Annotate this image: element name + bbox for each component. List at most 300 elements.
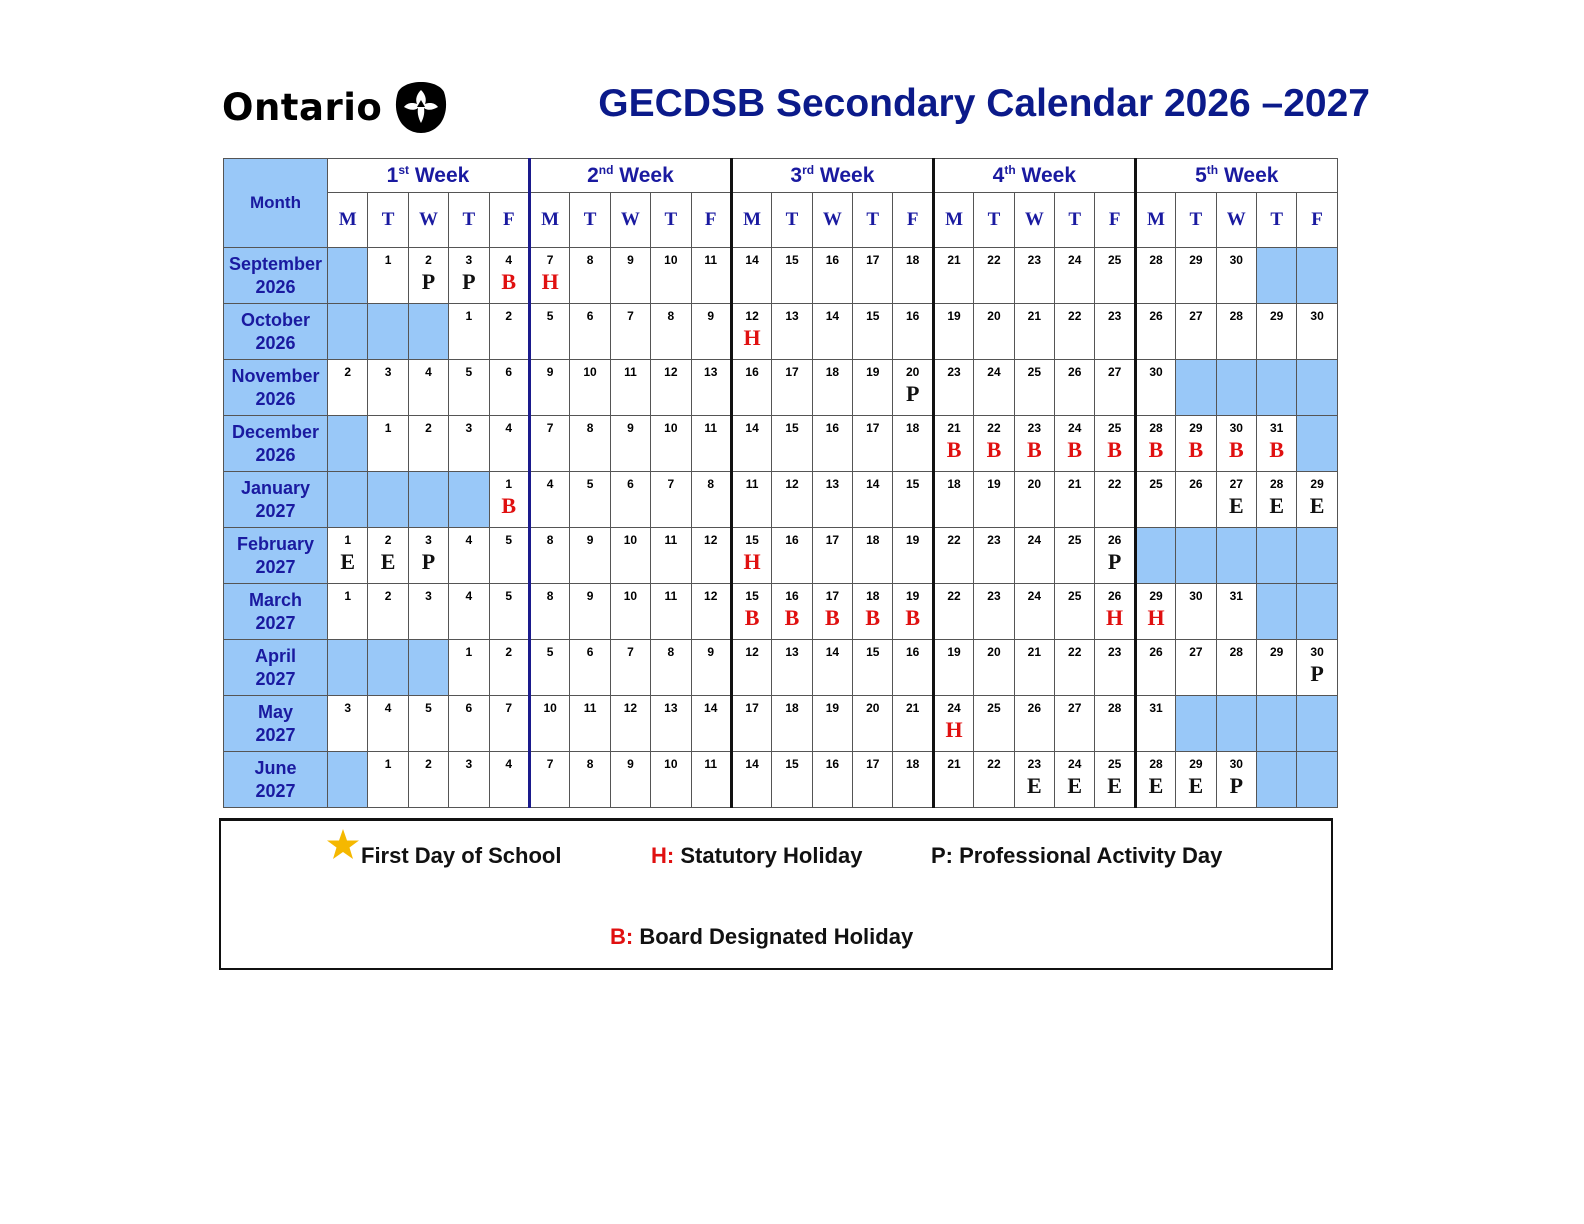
day-code: B [946, 437, 962, 462]
day-cell [1055, 472, 1095, 528]
week-header-2: 2nd Week [529, 159, 731, 193]
day-number: 1 [465, 645, 473, 659]
day-cell [731, 248, 771, 304]
day-number: 14 [745, 757, 759, 771]
day-cell [489, 416, 529, 472]
day-cell [408, 528, 448, 584]
month-label [224, 248, 328, 304]
day-number: 15 [866, 309, 880, 323]
day-number: 22 [1068, 645, 1082, 659]
day-cell [974, 416, 1014, 472]
day-number: 23 [1107, 309, 1122, 323]
day-code: B [1269, 437, 1285, 462]
day-code: E [1228, 493, 1244, 518]
day-cell [812, 304, 852, 360]
day-cell [974, 584, 1014, 640]
day-header: M [328, 193, 368, 248]
day-number: 18 [905, 253, 920, 267]
day-number: 4 [425, 365, 432, 379]
week-header-5: 5th Week [1135, 159, 1337, 193]
week-header-3: 3rd Week [731, 159, 933, 193]
month-name: April [254, 645, 296, 666]
day-number: 27 [1229, 477, 1243, 491]
day-cell [933, 528, 973, 584]
day-number: 5 [425, 701, 432, 715]
day-cell [974, 360, 1014, 416]
day-cell [1095, 696, 1135, 752]
day-cell [651, 416, 691, 472]
day-cell [1014, 528, 1054, 584]
day-cell [570, 304, 610, 360]
day-number: 10 [664, 757, 678, 771]
empty-day-cell [368, 640, 408, 696]
month-year: 2027 [255, 668, 296, 689]
day-code: H [743, 325, 761, 350]
ontario-wordmark: Ontario [222, 85, 383, 129]
day-number: 13 [785, 645, 799, 659]
day-cell [691, 304, 731, 360]
day-cell [1297, 472, 1337, 528]
day-cell [610, 752, 650, 808]
month-label [224, 696, 328, 752]
day-number: 23 [987, 589, 1001, 603]
day-number: 30 [1310, 645, 1324, 659]
day-cell [1095, 304, 1135, 360]
day-number: 3 [465, 757, 473, 771]
day-cell [691, 696, 731, 752]
day-cell [1014, 696, 1054, 752]
day-number: 4 [465, 589, 473, 603]
day-cell [651, 528, 691, 584]
day-header: M [731, 193, 771, 248]
day-number: 11 [664, 533, 678, 547]
day-cell [1135, 472, 1175, 528]
day-number: 23 [1107, 645, 1122, 659]
month-name: June [254, 757, 297, 778]
day-cell [368, 528, 408, 584]
day-number: 3 [465, 421, 473, 435]
day-cell [933, 360, 973, 416]
day-number: 10 [623, 533, 638, 547]
day-number: 14 [866, 477, 880, 491]
day-cell [570, 472, 610, 528]
day-number: 16 [905, 645, 920, 659]
day-cell [691, 640, 731, 696]
day-cell [974, 696, 1014, 752]
legend-b-key: B: [610, 924, 634, 949]
day-cell [651, 696, 691, 752]
day-cell [853, 752, 893, 808]
day-number: 26 [1149, 645, 1163, 659]
day-cell [1014, 640, 1054, 696]
day-cell [731, 304, 771, 360]
day-code: B [501, 269, 517, 294]
day-number: 25 [987, 701, 1001, 715]
day-number: 25 [1068, 533, 1082, 547]
day-cell [1176, 416, 1216, 472]
day-number: 12 [704, 533, 718, 547]
month-year: 2027 [255, 500, 296, 521]
day-cell [933, 584, 973, 640]
day-number: 21 [905, 701, 920, 715]
month-name: February [236, 533, 315, 554]
day-cell [570, 696, 610, 752]
day-cell [651, 248, 691, 304]
empty-day-cell [1297, 696, 1337, 752]
day-number: 24 [987, 365, 1001, 379]
day-number: 20 [987, 309, 1001, 323]
month-year: 2026 [255, 444, 296, 465]
day-number: 7 [505, 701, 513, 715]
day-number: 19 [905, 533, 920, 547]
day-cell [408, 584, 448, 640]
day-cell [529, 360, 569, 416]
day-number: 11 [704, 757, 718, 771]
day-cell [812, 528, 852, 584]
day-number: 25 [1107, 253, 1122, 267]
day-number: 4 [384, 701, 392, 715]
day-code: B [825, 605, 840, 630]
day-cell [772, 360, 812, 416]
day-number: 18 [785, 701, 799, 715]
day-cell [529, 752, 569, 808]
day-number: 29 [1189, 253, 1203, 267]
day-number: 27 [1189, 309, 1203, 323]
day-number: 7 [627, 645, 634, 659]
day-header: T [449, 193, 489, 248]
day-number: 24 [1068, 757, 1082, 771]
day-number: 22 [1107, 477, 1122, 491]
day-number: 22 [987, 757, 1001, 771]
day-cell [1095, 472, 1135, 528]
day-code: H [1147, 605, 1165, 630]
day-cell [1095, 528, 1135, 584]
month-label [224, 752, 328, 808]
day-number: 2 [425, 253, 432, 267]
day-code: E [1067, 773, 1083, 798]
day-cell [328, 584, 368, 640]
day-number: 30 [1229, 421, 1243, 435]
day-number: 9 [627, 757, 634, 771]
empty-day-cell [408, 304, 448, 360]
day-cell [1135, 416, 1175, 472]
empty-day-cell [408, 640, 448, 696]
day-number: 18 [866, 533, 880, 547]
day-cell [893, 360, 933, 416]
day-cell [529, 248, 569, 304]
ontario-trillium-icon [394, 80, 448, 134]
day-code: H [743, 549, 761, 574]
day-number: 7 [546, 757, 554, 771]
empty-day-cell [1297, 360, 1337, 416]
day-number: 25 [1068, 589, 1082, 603]
day-header: F [893, 193, 933, 248]
day-number: 25 [1027, 365, 1042, 379]
week-header-4: 4th Week [933, 159, 1135, 193]
day-header: M [529, 193, 569, 248]
day-number: 13 [825, 477, 840, 491]
day-cell [812, 696, 852, 752]
day-cell [691, 360, 731, 416]
day-number: 5 [465, 365, 473, 379]
day-code: B [905, 605, 920, 630]
empty-day-cell [328, 640, 368, 696]
day-number: 21 [947, 421, 961, 435]
day-cell [1055, 416, 1095, 472]
day-number: 24 [1027, 533, 1042, 547]
day-cell [1055, 696, 1095, 752]
day-number: 9 [627, 253, 634, 267]
day-code: P [421, 549, 436, 574]
legend-box [219, 818, 1333, 970]
day-header: W [1216, 193, 1256, 248]
day-number: 30 [1310, 309, 1324, 323]
month-row [224, 416, 1338, 472]
day-cell [853, 360, 893, 416]
day-cell [731, 416, 771, 472]
day-cell [812, 416, 852, 472]
day-cell [449, 528, 489, 584]
day-cell [933, 248, 973, 304]
day-number: 11 [664, 589, 678, 603]
day-number: 2 [384, 589, 392, 603]
day-cell [1176, 472, 1216, 528]
day-cell [570, 248, 610, 304]
day-number: 29 [1310, 477, 1324, 491]
legend-h-key: H: [651, 843, 675, 868]
empty-day-cell [1176, 696, 1216, 752]
day-number: 11 [704, 253, 718, 267]
day-cell [529, 584, 569, 640]
day-cell [368, 696, 408, 752]
day-cell [529, 528, 569, 584]
day-cell [853, 640, 893, 696]
day-cell [772, 416, 812, 472]
month-name: December [231, 421, 320, 442]
day-number: 11 [704, 421, 718, 435]
day-cell [1014, 752, 1054, 808]
legend-board-holiday [610, 924, 913, 950]
day-cell [449, 416, 489, 472]
day-number: 10 [664, 253, 678, 267]
day-number: 11 [745, 477, 759, 491]
day-number: 1 [344, 533, 352, 547]
day-cell [893, 416, 933, 472]
day-number: 15 [785, 757, 799, 771]
day-number: 26 [1107, 533, 1122, 547]
day-number: 26 [1027, 701, 1042, 715]
day-number: 7 [546, 253, 554, 267]
day-cell [570, 528, 610, 584]
day-number: 29 [1149, 589, 1163, 603]
day-number: 4 [505, 253, 513, 267]
day-cell [1176, 248, 1216, 304]
day-number: 16 [785, 533, 799, 547]
day-number: 30 [1149, 365, 1163, 379]
day-code: P [1229, 773, 1244, 798]
day-cell [1135, 248, 1175, 304]
day-cell [772, 640, 812, 696]
day-number: 17 [866, 253, 880, 267]
day-number: 25 [1107, 757, 1122, 771]
day-cell [772, 248, 812, 304]
day-number: 3 [425, 533, 432, 547]
day-cell [1055, 584, 1095, 640]
day-cell [1014, 248, 1054, 304]
day-cell [1014, 416, 1054, 472]
day-number: 20 [866, 701, 880, 715]
day-cell [893, 752, 933, 808]
empty-day-cell [1256, 360, 1296, 416]
month-name: November [231, 365, 320, 386]
empty-day-cell [1176, 360, 1216, 416]
empty-day-cell [328, 248, 368, 304]
day-cell [893, 640, 933, 696]
day-code: B [1228, 437, 1244, 462]
month-label [224, 528, 328, 584]
day-number: 18 [905, 421, 920, 435]
day-code: B [1107, 437, 1122, 462]
day-header: W [610, 193, 650, 248]
day-cell [772, 304, 812, 360]
day-number: 19 [987, 477, 1001, 491]
day-cell [489, 248, 529, 304]
day-cell [610, 304, 650, 360]
day-number: 10 [543, 701, 557, 715]
day-number: 5 [546, 645, 554, 659]
day-cell [812, 584, 852, 640]
day-cell [529, 472, 569, 528]
day-number: 23 [1027, 253, 1042, 267]
day-number: 16 [745, 365, 759, 379]
day-number: 2 [505, 309, 513, 323]
day-cell [812, 248, 852, 304]
day-cell [1176, 752, 1216, 808]
day-header: W [408, 193, 448, 248]
day-cell [489, 472, 529, 528]
empty-day-cell [449, 472, 489, 528]
day-cell [1135, 752, 1175, 808]
day-number: 3 [425, 589, 432, 603]
day-number: 17 [745, 701, 759, 715]
day-header: T [1055, 193, 1095, 248]
day-code: P [1107, 549, 1122, 574]
day-cell [893, 248, 933, 304]
day-number: 29 [1189, 421, 1203, 435]
day-header: F [1297, 193, 1337, 248]
empty-day-cell [328, 752, 368, 808]
day-number: 18 [905, 757, 920, 771]
day-number: 22 [947, 589, 961, 603]
day-code: P [462, 269, 476, 294]
day-header: T [772, 193, 812, 248]
week-header-row [224, 159, 1338, 193]
day-cell [610, 360, 650, 416]
day-code: H [541, 269, 559, 294]
day-cell [408, 752, 448, 808]
day-number: 9 [707, 309, 715, 323]
day-number: 17 [825, 589, 840, 603]
day-cell [731, 640, 771, 696]
empty-day-cell [1297, 416, 1337, 472]
day-number: 26 [1189, 477, 1203, 491]
day-cell [812, 752, 852, 808]
day-number: 15 [785, 253, 799, 267]
day-code: B [1188, 437, 1204, 462]
day-cell [1055, 304, 1095, 360]
day-cell [651, 752, 691, 808]
day-number: 14 [745, 421, 759, 435]
day-number: 8 [546, 533, 554, 547]
day-cell [772, 584, 812, 640]
day-cell [893, 304, 933, 360]
day-number: 23 [947, 365, 961, 379]
empty-day-cell [1216, 528, 1256, 584]
day-cell [529, 416, 569, 472]
day-number: 28 [1149, 757, 1163, 771]
day-number: 23 [1027, 421, 1042, 435]
day-number: 15 [745, 533, 759, 547]
day-cell [449, 696, 489, 752]
legend-first-day: First Day of School [361, 843, 562, 868]
day-number: 31 [1270, 421, 1284, 435]
day-header: M [933, 193, 973, 248]
day-cell [933, 752, 973, 808]
day-number: 24 [947, 701, 961, 715]
day-cell [449, 584, 489, 640]
day-cell [570, 416, 610, 472]
day-cell [1216, 752, 1256, 808]
day-number: 26 [1107, 589, 1122, 603]
day-number: 20 [905, 365, 920, 379]
day-cell [651, 304, 691, 360]
day-number: 25 [1149, 477, 1163, 491]
day-number: 28 [1229, 645, 1243, 659]
day-cell [610, 640, 650, 696]
day-cell [853, 304, 893, 360]
day-number: 22 [987, 253, 1001, 267]
month-row [224, 248, 1338, 304]
day-number: 4 [546, 477, 554, 491]
day-number: 17 [825, 533, 840, 547]
day-cell [731, 696, 771, 752]
month-year: 2026 [255, 332, 296, 353]
day-cell [1256, 640, 1296, 696]
day-number: 5 [586, 477, 594, 491]
day-cell [1297, 304, 1337, 360]
day-number: 20 [987, 645, 1001, 659]
day-cell [1095, 584, 1135, 640]
day-number: 10 [623, 589, 638, 603]
month-year: 2026 [255, 388, 296, 409]
day-number: 28 [1229, 309, 1243, 323]
empty-day-cell [1297, 528, 1337, 584]
day-number: 5 [546, 309, 554, 323]
month-year: 2027 [255, 724, 296, 745]
day-cell [974, 528, 1014, 584]
day-number: 11 [624, 365, 637, 379]
day-code: B [501, 493, 517, 518]
day-number: 1 [465, 309, 473, 323]
day-code: E [340, 549, 356, 574]
day-cell [812, 360, 852, 416]
day-number: 16 [785, 589, 799, 603]
week-header-1: 1st Week [328, 159, 530, 193]
day-cell [610, 696, 650, 752]
month-label [224, 360, 328, 416]
day-code: E [1188, 773, 1204, 798]
day-code: E [1148, 773, 1164, 798]
